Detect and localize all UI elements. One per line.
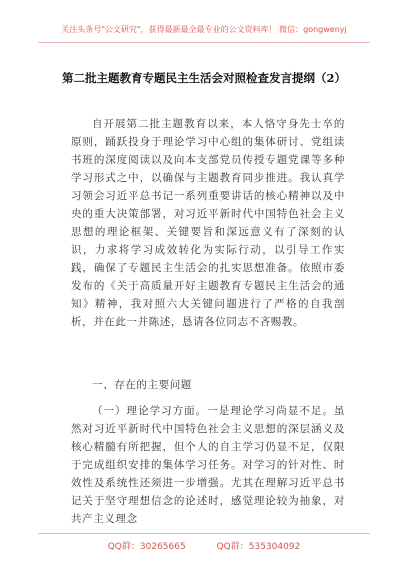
intro-paragraph: 自开展第二批主题教育以来，本人恪守身先士卒的原则，踊跃投身于理论学习中心组的集体研讨、党组读书班的深度阅读以及向本支部党员传授专题党课等多种学习形式之中，以确保与主题教育同步推进。我认真学习领会习近平总书记一系列重要讲话的核心精神以及中央的重大决策部署，对习近平新时代中国特色社会主义思想的理论框架、关键要旨和深远意义有了深刻的认识，力求将学习成效转化为实际行动，以引导工作实践，确保了专题民主生活会的扎实思想准备。依照市委发布的《关于高质量开好主题教育专题民主生活会的通知》精神，我对照六大关键问题进行了严格的自我剖析，并在此一并陈述，恳请各位同志不吝赐教。 — [71, 118, 345, 328]
header-banner: 关注头条号"公文研究"，获得最新最全最专业的公文资料库！ 微信：gongwenyj — [61, 25, 347, 34]
section-paragraph: （一）理论学习方面。一是理论学习尚显不足。虽然对习近平新时代中国特色社会主义思想的深层涵义及核心精髓有所把握，但个人的自主学习仍显不足，仅限于完成组织安排的集体学习任务。对学习的针对性、时效性及系统性还须进一步增强。尤其在理解习近平总书记关于坚守理想信念的论述时，感觉理论较为抽象，对共产主义理念 — [71, 405, 345, 525]
document-title: 第二批主题教育专题民主生活会对照检查发言提纲（2） — [62, 71, 346, 85]
footer — [0, 539, 408, 552]
footer-divider — [38, 533, 370, 534]
footer-qq-group-1: QQ群：30265665 — [107, 542, 186, 552]
footer-qq-group-2: QQ群：535304092 — [216, 542, 301, 552]
section-heading: 一、存在的主要问题 — [92, 379, 192, 391]
intro-paragraph-block — [71, 115, 345, 331]
header-divider — [38, 42, 370, 43]
section-paragraph-block — [71, 402, 345, 528]
